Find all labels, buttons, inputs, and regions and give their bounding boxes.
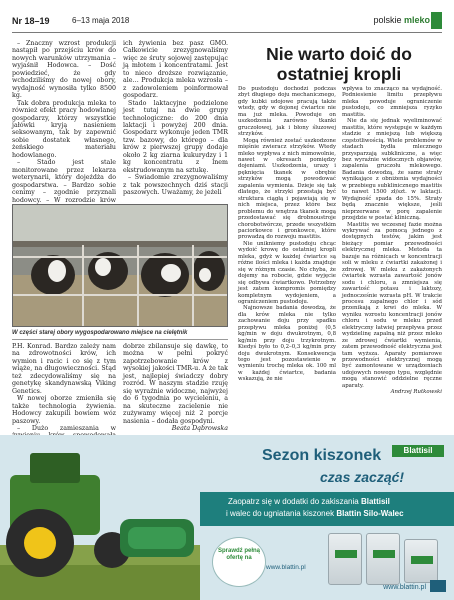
article1-col2 — [123, 40, 228, 197]
product-bag-image — [366, 533, 400, 585]
offer-badge[interactable] — [212, 537, 266, 587]
ad-line-1-product: Blattisil — [360, 497, 390, 506]
brand-name — [373, 15, 430, 25]
paragraph: Mastitis we wczesnej fazie można wykrywać za pomocą jednego z dostępnych testów, jakim jest bieżący pomiar przewodności elektrycznej mleka. Metoda ta bazuje na różnicach w koncentracji soli w mleku z ćwiartki zakażonej i zdrowej. W mleku z zakażonych ćwiartek wzrasta zawartość jonów sodu i chloru, a zmniejsza się zawartość potasu i laktozy, jednocześnie wzrasta pH. W trakcie procesu zapalnego chlor i sód przenikają z krwi do mleka. W wyniku wzrostu koncentracji jonów chloru i sodu w mleku przed elektryczny łatwiej przepływa przez wydzielinę zapalną niż przez mleko ze zdrowej ćwiartki wymienia, zatem przewodność elektryczna jest tam wyższa. Aparaty pomiarowe przewodności elektrycznej mogą być zamontowane w urządzeniach udojowych nowego typu, względnie mogą stanowić oddzielne ręczne aparaty. — [342, 221, 442, 389]
paragraph: Stado laktacyjne podzielone jest tutaj na dwie grupy technologiczne: do 200 dnia laktacji i powyżej 200 dnia. Gospodarz wykonuje jeden TMR tzw. bazowy, do którego – dla krów z pierwszej grupy dodaje około 2 kg ziarna kukurydzy i 1 kg koncentratu z lnem ekstrudowanym na sztukę. — [123, 99, 228, 174]
paragraph: Mogą również zostać uszkodzone mięśnie zwieracz strzyków. Wtedy mleko wypływa z nich mimowolnie, nawet w okresach pomiędzy dojeniami. Uszkodzenia, urazy i pęknięcia tkanek w obrębie strzyków mogą powodować zapalenia wymienia. Dzieje się tak dlatego, że strzyki przestają być struktura ciągłą i pojawiają się w nich miejsca, przez które bez problemu do wnętrza tkanek mogą przedostawać się drobnoustroje chorobotwórcze, przede wszystkim paciorkowce i gronkowce, które prowadzą do rozwoju mastitis. — [238, 137, 336, 241]
article1-col4 — [123, 343, 228, 432]
tractor-roller-image — [0, 435, 200, 600]
paragraph: dobrze zbilansuje się dawkę, to można w pełni pokryć zapotrzebowanie krów z wysokiej jakości TMR-u. A że tak jest, najlepiej świadczy dobry rozród. W naszym stadzie rzuję się wyraźnie widoczne, najwyżej do 6 tygodnia po wycieleniu, a na skuteczne zacielenie nie zużywamy więcej niż 2 porcje nasienia – dodała gospodyni. — [123, 343, 228, 425]
paragraph: Tak dobra produkcja mleka to również efekt pracy hodowlanej gospodarzy, którzy wszystkie jałówki kryją nasieniem seksowanym, tak by zapewnić sobie dostatek własnego, żeńskiego materiału hodowlanego. — [12, 99, 116, 159]
paragraph: – Stado jest stale monitorowane przez lekarza weterynarii, który dojeżdża do gospodarstwa. – Bardzo sobie cenimy – zgodnie przyznali hodowcy. – W rozrodzie krów — [12, 159, 116, 204]
author-signature: Andrzej Rutkowski — [390, 389, 442, 396]
paragraph: Nie unikniemy pustodoju chcąc wydoić krowę do ostatniej kropli mleka, gdyż w każdej ćwiartce są różne ilości mleka i każda znajduje się w różnym czasie. No chyba, że dojemy na robocie, gdzie wyjęcie się odbywa ćwiartkowo. Potrzebny jest zatem kompromis pomiędzy kompletnym wydojeniem, a ograniczeniem pustodoju. — [238, 240, 336, 305]
brand-prefix: polskie — [373, 15, 402, 25]
product-bag-image — [404, 539, 438, 583]
article-headline: Nie warto doić do ostatniej kropli — [266, 44, 412, 84]
offer-badge-text — [212, 548, 266, 562]
page-header — [12, 12, 442, 34]
photo-caption: W części starej obory wygospodarowano miejsce na cielętnik — [12, 330, 188, 336]
paragraph: – Świadomie zrezygnowaliśmy z tak powszechnych dziś stacji paszowych. Uważamy, że jeżeli — [123, 174, 228, 197]
paragraph: Do pustodoju dochodzi podczas zbyt długiego doju mechanicznego, gdy kubki udojowe pracują także wtedy, gdy w dojonej ćwiartce nie ma już mleka. Powoduje on uszkodzenia zarówno tkanki gruczołowej, jak i błony śluzowej strzyków. — [238, 86, 336, 138]
caption-divider — [12, 339, 228, 340]
offer-badge-label: Sprawdź pełną ofertę na — [217, 548, 260, 561]
calves-photo — [12, 204, 228, 327]
paragraph: ich żywienia bez pasz GMO. Całkowicie zrezygnowaliśmy więc ze śruty sojowej zastępując ją młotem i koncentratami. Jest to nieco droższe rozwiązanie, ale… Produkcja mleka wzrosła – z zadowoleniem poinformował gospodarz. — [123, 40, 228, 100]
header-divider — [12, 32, 442, 33]
article1-col3 — [12, 343, 116, 447]
ad-website-link[interactable]: www.blattin.pl — [383, 584, 426, 591]
paragraph: – Dużo zamieszania w — [17, 424, 116, 432]
offer-badge-url[interactable]: www.blattin.pl — [266, 564, 306, 571]
paragraph: Najnowsze badania dowodzą, że dla krów mleka nie tylko zachowanie doju przy spadku przepływu mleka poniżej (0,5 kg/min w doju dwukrotnym, 0,8 kg/min przy doju trzykrotnym. Kiedyś było to 0,2–0,3 kg/min przy doju dwukrotnym. Konsekwencja tego jest pozostawienie w wymieniu trochę mleka ok. 100 ml w każdej ćwiartce, badania wskazują, że nie — [238, 305, 336, 383]
issue-date: 6–13 maja 2018 — [72, 16, 130, 25]
brand-suffix: mleko — [403, 15, 430, 25]
paragraph: – Znaczny wzrost produkcji nastąpił po przejściu krów do nowych warunków utrzymania – wyjaśnił Hodowca. – Dość powiedzieć, że gdy wchodziliśmy do nowej obory, wydajność wynosiła tylko 8500 kg. — [12, 40, 116, 100]
blattisil-logo: Blattisil — [392, 445, 444, 457]
article2-col2 — [342, 86, 442, 396]
brand-flag-icon — [431, 12, 442, 29]
blattin-advertisement[interactable] — [0, 435, 454, 600]
product-bag-image — [328, 533, 362, 585]
article2-col1 — [238, 86, 336, 383]
calves-image — [13, 205, 228, 327]
paragraph: P.H. Konrad. Bardzo zależy nam na zdrowotności krów, ich wymion i racic i co się z tym wiąże, na długowieczności. Stąd też zdecydowaliśmy się na genetykę skandynawską Viking Genetics. — [12, 343, 116, 395]
ad-line-1 — [228, 497, 390, 506]
ad-line-2-text: i walec do ugniatania kiszonek — [226, 509, 335, 518]
blattin-logo-icon — [430, 580, 446, 592]
paragraph: Nie da się jednak wyeliminować mastitis, które występuje w każdym stadzie z mniejszą lub większą częstotliwością. Wiele problemów w stadach bydła mlecznego przysparzają subkliniczne, a więc bez wyraźnie widocznych objawów, zapalenia gruczołu mlekowego. Badania dowodzą, że same straty wynikające z obniżenia wydajności w przebiegu subklinicznego mastitis to nawet 1500 zł/szt. w laktacji. Wydajność spada do 15%. Straty będą znacznie większe, jeśli nieprzerwane w porę zapalenie przejdzie w postać kliniczną. — [342, 118, 442, 222]
paragraph: W nowej oborze zmieniła się także technologia żywienia. Hodowcy zakupili bowiem wóz paszowy. — [12, 395, 116, 425]
ad-line-2-product: Blattin Silo-Walec — [336, 509, 404, 518]
article1-col1 — [12, 40, 116, 219]
ad-heading: Sezon kiszonek — [262, 447, 382, 464]
ad-line-1-text: Zaopatrz się w dodatki do zakiszania — [228, 497, 359, 506]
author-signature: Beata Dąbrowska — [171, 424, 228, 432]
paragraph: wpływa to znacząco na wydajność. Podniesienie limitu przepływu mleka powoduje ograniczenie pustodoju, co zmniejsza ryzyko mastitis. — [342, 86, 442, 118]
issue-number: Nr 18–19 — [12, 16, 50, 26]
ad-line-2 — [226, 509, 404, 518]
ad-subheading: czas zacząć! — [320, 469, 405, 485]
